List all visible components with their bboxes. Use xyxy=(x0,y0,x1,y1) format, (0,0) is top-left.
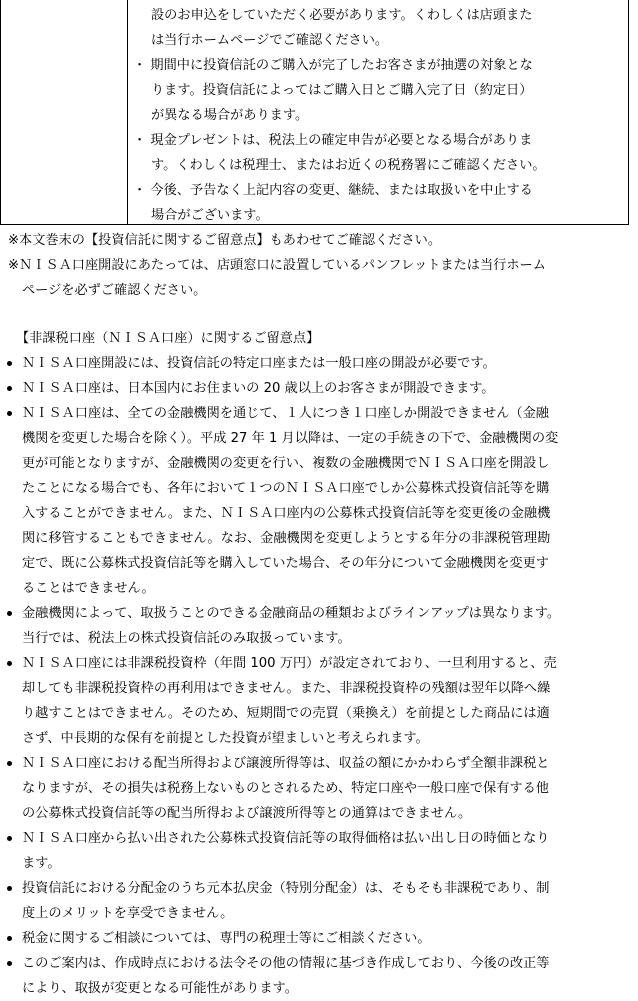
bullet-line: さず、中長期的な保有を前提とした投資が望ましいと考えられます。 xyxy=(22,731,429,746)
bullet-line: ます。 xyxy=(22,856,61,871)
bullet-dot-icon xyxy=(7,611,12,616)
bullet-line: 税金に関するご相談については、専門の税理士等にご相談ください。 xyxy=(22,931,431,946)
section-title: 【非課税口座（ＮＩＳＡ口座）に関するご留意点】 xyxy=(16,331,320,346)
bullet-line: 金融機関によって、取扱うことのできる金融商品の種類およびラインアップは異なります。 xyxy=(22,606,561,621)
bullet-line: 度上のメリットを享受できません。 xyxy=(22,906,234,921)
bullet-line: 入することができません。また、ＮＩＳＡ口座内の公募株式投資信託等を変更後の金融機 xyxy=(22,506,551,521)
bullet-dot-icon xyxy=(7,386,12,391)
bullet-dot-icon xyxy=(7,361,12,366)
table-line: ・ 現金プレゼントは、税法上の確定申告が必要となる場合がありま xyxy=(133,133,533,148)
bullet-line: 関に移管することもできません。なお、金融機関を変更しようとする年分の非課税管理勘 xyxy=(22,531,551,546)
table-line: は当行ホームページでご確認ください。 xyxy=(151,33,389,48)
bullet-line: 投資信託における分配金のうち元本払戻金（特別分配金）は、そもそも非課税であり、制 xyxy=(22,881,550,896)
note-line: ページを必ずご確認ください。 xyxy=(22,283,207,298)
bullet-line: 定で、既に公募株式投資信託等を購入していた場合、その年分について金融機関を変更す xyxy=(22,556,549,571)
bullet-line: ＮＩＳＡ口座における配当所得および譲渡所得等は、収益の額にかかわらず全額非課税と xyxy=(22,756,550,771)
bullet-dot-icon xyxy=(7,836,12,841)
bullet-line: 更が可能となりますが、金融機関の変更を行い、複数の金融機関でＮＩＳＡ口座を開設し xyxy=(22,456,550,471)
table-line: ・ 期間中に投資信託のご購入が完了したお客さまが抽選の対象とな xyxy=(133,58,533,73)
table-line: が異なる場合があります。 xyxy=(151,108,309,123)
bullet-line: ＮＩＳＡ口座には非課税投資枠（年間 100 万円）が設定されており、一旦利用すると、売 xyxy=(22,656,557,671)
bullet-line: ＮＩＳＡ口座は、日本国内にお住まいの 20 歳以上のお客さまが開設できます。 xyxy=(22,381,495,396)
bullet-line: ることはできません。 xyxy=(22,581,155,596)
bullet-line: ＮＩＳＡ口座から払い出された公募株式投資信託等の取得価格は払い出し日の時価となり xyxy=(22,831,550,846)
bullet-dot-icon xyxy=(7,961,12,966)
table-line: ・ 今後、予告なく上記内容の変更、継続、または取扱いを中止する xyxy=(133,183,533,198)
bullet-line: このご案内は、作成時点における法令その他の情報に基づき作成しており、今後の改正等 xyxy=(22,956,550,971)
bullet-line: なりますが、その損失は税務上ないものとされるため、特定口座や一般口座で保有する他 xyxy=(22,781,549,796)
table-line: 設のお申込をしていただく必要があります。くわしくは店頭また xyxy=(151,8,533,23)
bullet-dot-icon xyxy=(7,761,12,766)
bullet-line: ＮＩＳＡ口座は、全ての金融機関を通じて、１人につき１口座しか開設できません（金融 xyxy=(22,406,549,421)
table-line: ります。投資信託によってはご購入日とご購入完了日（約定日） xyxy=(151,83,533,98)
bullet-dot-icon xyxy=(7,661,12,666)
bullet-line: 機関を変更した場合を除く）。平成 27 年 1 月以降は、一定の手続きの下で、金融機関の変 xyxy=(22,431,559,446)
bullet-line: たことになる場合でも、各年において１つのＮＩＳＡ口座でしか公募株式投資信託等を購 xyxy=(22,481,550,496)
bullet-line: 却しても非課税投資枠の再利用はできません。また、非課税投資枠の残額は翌年以降へ繰 xyxy=(22,681,551,696)
bullet-line: り越すことはできません。そのため、短期間での売買（乗換え）を前提とした商品には適 xyxy=(22,706,550,721)
bullet-line: ＮＩＳＡ口座開設には、投資信託の特定口座または一般口座の開設が必要です。 xyxy=(22,356,496,371)
table-column-divider xyxy=(127,0,128,225)
table-line: 場合がございます。 xyxy=(151,208,269,223)
bullet-dot-icon xyxy=(7,936,12,941)
bullet-line: の公募株式投資信託等の配当所得および譲渡所得等との通算はできません。 xyxy=(22,806,472,821)
table-line: す。くわしくは税理士、またはお近くの税務署にご確認ください。 xyxy=(151,158,546,173)
bullet-line: により、取扱が変更となる可能性があります。 xyxy=(22,981,298,996)
bullet-dot-icon xyxy=(7,886,12,891)
note-line: ※本文巻末の【投資信託に関するご留意点】もあわせてご確認ください。 xyxy=(8,233,442,248)
bullet-dot-icon xyxy=(7,411,12,416)
bullet-line: 当行では、税法上の株式投資信託のみ取扱っています。 xyxy=(22,631,351,646)
note-line: ※ＮＩＳＡ口座開設にあたっては、店頭窓口に設置しているパンフレットまたは当行ホーム xyxy=(8,258,546,273)
